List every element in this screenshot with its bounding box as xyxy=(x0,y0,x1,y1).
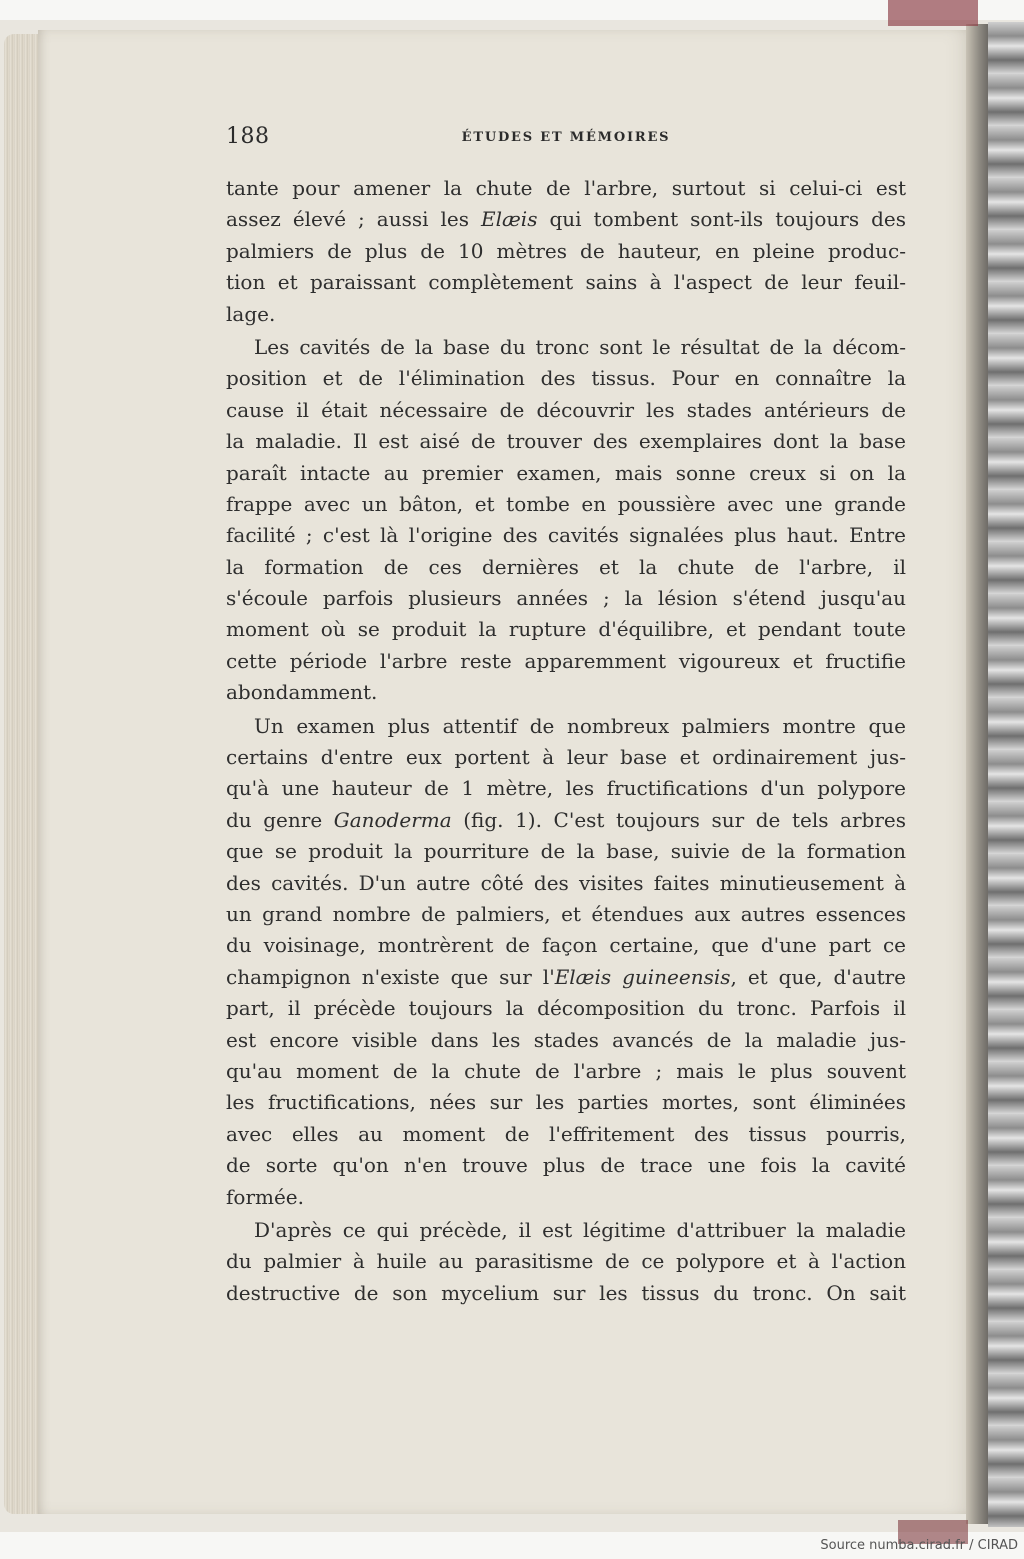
text-line: qu'au moment de la chute de l'arbre ; mais le plus souvent xyxy=(226,1058,906,1083)
text-line: les fructifications, nées sur les parties mortes, sont éliminées xyxy=(226,1090,906,1115)
text-line: s'écoule parfois plusieurs années ; la lésion s'étend jusqu'au xyxy=(226,586,906,611)
text-line: avec elles au moment de l'effritement des tissus pourris, xyxy=(226,1121,906,1146)
bookmark-ribbon-top xyxy=(888,0,978,26)
adjacent-page-edge xyxy=(988,22,1024,1527)
text-line: cette période l'arbre reste apparemment vigoureux et fructifie xyxy=(226,648,906,673)
text-line: Un examen plus attentif de nombreux palmiers montre que xyxy=(254,713,906,738)
text-line: la formation de ces dernières et la chute de l'arbre, il xyxy=(226,554,906,579)
text-line: destructive de son mycelium sur les tissus du tronc. On sait xyxy=(226,1280,906,1305)
text-line: palmiers de plus de 10 mètres de hauteur, en pleine produc- xyxy=(226,238,906,263)
text-line: frappe avec un bâton, et tombe en poussière avec une grande xyxy=(226,491,906,516)
text-line: de sorte qu'on n'en trouve plus de trace une fois la cavité xyxy=(226,1153,906,1178)
page-number: 188 xyxy=(226,124,270,149)
text-line: moment où se produit la rupture d'équilibre, et pendant toute xyxy=(226,617,906,642)
text-line: du palmier à huile au parasitisme de ce polypore et à l'action xyxy=(226,1249,906,1274)
paragraph xyxy=(226,711,906,1213)
text-line: D'après ce qui précède, il est légitime d'attribuer la maladie xyxy=(254,1217,906,1242)
text-line: certains d'entre eux portent à leur base et ordinairement jus- xyxy=(226,745,906,770)
text-line: Les cavités de la base du tronc sont le résultat de la décom- xyxy=(254,334,906,359)
book-gutter xyxy=(966,24,988,1524)
source-credit: Source numba.cirad.fr / CIRAD xyxy=(820,1538,1018,1553)
text-line: cause il était nécessaire de découvrir les stades antérieurs de xyxy=(226,397,906,422)
text-line: qu'à une hauteur de 1 mètre, les fructifications d'un polypore xyxy=(226,776,906,801)
text-line: que se produit la pourriture de la base, suivie de la formation xyxy=(226,839,906,864)
text-line: formée. xyxy=(226,1184,304,1209)
text-line: champignon n'existe que sur l'Elæis guineensis, et que, d'autre xyxy=(226,964,906,989)
text-line: tion et paraissant complètement sains à l'aspect de leur feuil- xyxy=(226,270,906,295)
text-line: lage. xyxy=(226,301,276,326)
text-line: abondamment. xyxy=(226,680,378,705)
paragraph xyxy=(226,1215,906,1309)
page-header xyxy=(226,124,906,154)
text-line: des cavités. D'un autre côté des visites faites minutieusement à xyxy=(226,870,906,895)
text-line: est encore visible dans les stades avancés de la maladie jus- xyxy=(226,1027,906,1052)
text-line: du voisinage, montrèrent de façon certaine, que d'une part ce xyxy=(226,933,906,958)
body-text xyxy=(226,173,906,1309)
text-line: paraît intacte au premier examen, mais sonne creux si on la xyxy=(226,460,906,485)
text-line: facilité ; c'est là l'origine des cavités signalées plus haut. Entre xyxy=(226,523,906,548)
running-title: ÉTUDES ET MÉMOIRES xyxy=(461,130,671,145)
paragraph xyxy=(226,173,906,330)
text-line: du genre Ganoderma (fig. 1). C'est toujours sur de tels arbres xyxy=(226,807,906,832)
text-line: part, il précède toujours la décomposition du tronc. Parfois il xyxy=(226,996,906,1021)
text-line: assez élevé ; aussi les Elæis qui tombent sont-ils toujours des xyxy=(226,207,906,232)
text-line: tante pour amener la chute de l'arbre, surtout si celui-ci est xyxy=(226,176,906,200)
paragraph xyxy=(226,332,906,709)
text-line: un grand nombre de palmiers, et étendues aux autres essences xyxy=(226,901,906,926)
text-line: position et de l'élimination des tissus. Pour en connaître la xyxy=(226,366,906,391)
text-line: la maladie. Il est aisé de trouver des exemplaires dont la base xyxy=(226,429,906,454)
page-edges xyxy=(4,34,40,1514)
